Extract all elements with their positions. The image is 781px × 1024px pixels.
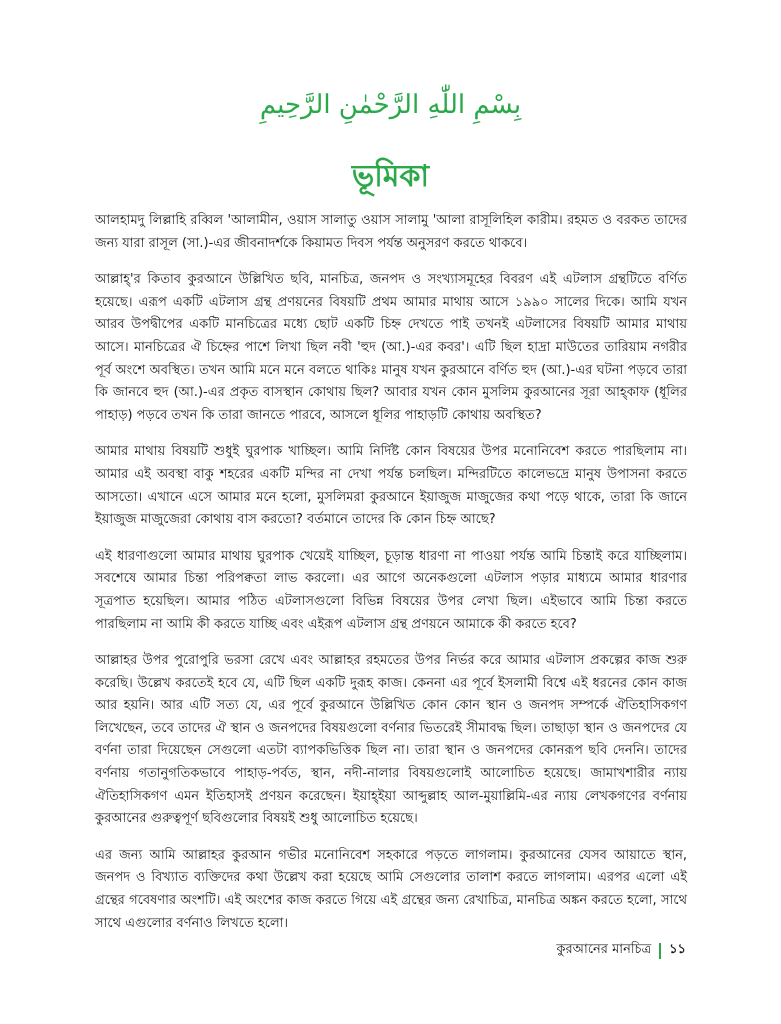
paragraph-3: আমার মাথায় বিষয়টি শুধুই ঘুরপাক খাচ্ছিল। আমি নির্দিষ্ট কোন বিষয়ের উপর মনোনিবেশ করতে পারছিলাম না। আমার এই অবস্থা বাকু শহরের একটি মন্দির না দেখা পর্যন্ত চলছিল। মন্দিরটিতে কালেভদ্রে মানুষ উপাসনা করতে আসতো। এখানে এসে আমার মনে হলো, মুসলিমরা কুরআনে ইয়াজুজ মাজুজের কথা পড়ে থাকে, তারা কি জানে ইয়াজুজ মাজুজেরা কোথায় বাস করতো? বর্তমানে তাদের কি কোন চিহ্ন আছে? — [95, 444, 687, 528]
page-number: ১১ — [669, 942, 686, 957]
page-title: ভূমিকা — [351, 159, 430, 194]
paragraph-2: আল্লাহ্‌'র কিতাব কুরআনে উল্লিখিত ছবি, মানচিত্র, জনপদ ও সংখ্যাসমূহের বিবরণ এই এটলাস গ্রন্থটিতে বর্ণিত হয়েছে। এরূপ একটি এটলাস গ্রন্থ প্রণয়নের বিষয়টি প্রথম আমার মাথায় আসে ১৯৯০ সালের দিকে। আমি যখন আরব উপদ্বীপের একটি মানচিত্রের মধ্যে ছোট একটি চিহ্ন দেখতে পাই তখনই এটলাসের বিষয়টি আমার মাথায় আসে। মানচিত্রের ঐ চিহ্নের পাশে লিখা ছিল নবী 'হুদ (আ.)-এর কবর'। এটি ছিল হাদ্রা মাউতের তারিয়াম নগরীর পূর্ব অংশে অবস্থিত। তখন আমি মনে মনে বলতে থাকিঃ মানুষ যখন কুরআনে বর্ণিত হুদ (আ.)-এর ঘটনা পড়বে তারা কি জানবে হুদ (আ.)-এর প্রকৃত বাসস্থান কোথায় ছিল? আবার যখন কোন মুসলিম কুরআনের সূরা আহ্‌কাফ (ধূলির পাহাড়) পড়বে তখন কি তারা জানতে পারবে, আসলে ধূলির পাহাড়টি কোথায় অবস্থিত? — [95, 272, 687, 423]
footer-book-title: কুরআনের মানচিত্র — [556, 942, 652, 957]
paragraph-4: এই ধারণাগুলো আমার মাথায় ঘুরপাক খেয়েই যাচ্ছিল, চূড়ান্ত ধারণা না পাওয়া পর্যন্ত আমি চিন্তাই করে যাচ্ছিলাম। সবশেষে আমার চিন্তা পরিপক্বতা লাভ করলো। এর আগে অনেকগুলো এটলাস পড়ার মাধ্যমে আমার ধারণার সূত্রপাত হয়েছিল। আমার পঠিত এটলাসগুলো বিভিন্ন বিষয়ের উপর লেখা ছিল। এইভাবে আমি চিন্তা করতে পারছিলাম না আমি কী করতে যাচ্ছি এবং এইরূপ এটলাস গ্রন্থ প্রণয়নে আমাকে কী করতে হবে? — [95, 548, 687, 632]
paragraph-1: আলহামদু লিল্লাহি রব্বিল 'আলামীন, ওয়াস সালাতু ওয়াস সালামু 'আলা রাসূলিহিল কারীম। রহমত ও বরকত তাদের জন্য যারা রাসূল (সা.)-এর জীবনাদর্শকে কিয়ামত দিবস পর্যন্ত অনুসরণ করতে থাকবে। — [95, 213, 687, 251]
bismillah-heading: بِسْمِ اللّٰهِ الرَّحْمٰنِ الرَّحِيمِ — [259, 90, 522, 120]
body-text — [95, 210, 687, 949]
page-footer — [556, 940, 686, 961]
paragraph-6: এর জন্য আমি আল্লাহর কুরআন গভীর মনোনিবেশ সহকারে পড়তে লাগলাম। কুরআনের যেসব আয়াতে স্থান, জনপদ ও বিখ্যাত ব্যক্তিদের কথা উল্লেখ করা হয়েছে আমি সেগুলোর তালাশ করতে লাগলাম। এরপর এলো এই গ্রন্থের গবেষণার অংশটি। এই অংশের কাজ করতে গিয়ে এই গ্রন্থের জন্য রেখাচিত্র, মানচিত্র অঙ্কন করতে হলো, সাথে সাথে এগুলোর বর্ণনাও লিখতে হলো। — [95, 847, 687, 931]
paragraph-5: আল্লাহর উপর পুরোপুরি ভরসা রেখে এবং আল্লাহর রহমতের উপর নির্ভর করে আমার এটলাস প্রকল্পের কাজ শুরু করেছি। উল্লেখ করতেই হবে যে, এটি ছিল একটি দুরূহ কাজ। কেননা এর পূর্বে ইসলামী বিশ্বে এই ধরনের কোন কাজ আর হয়নি। আর এটি সত্য যে, এর পূর্বে কুরআনে উল্লিখিত কোন কোন স্থান ও জনপদ সম্পর্কে ঐতিহাসিকগণ লিখেছেন, তবে তাদের ঐ স্থান ও জনপদের বিষয়গুলো বর্ণনার ভিতরেই সীমাবদ্ধ ছিল। তাছাড়া স্থান ও জনপদের যে বর্ণনা তারা দিয়েছেন সেগুলো এতটা ব্যাপকভিত্তিক ছিল না। তারা স্থান ও জনপদের কোনরূপ ছবি দেননি। তাদের বর্ণনায় গতানুগতিকভাবে পাহাড়-পর্বত, স্থান, নদী-নালার বিষয়গুলোই আলোচিত হয়েছে। জামাখশারীর ন্যায় ঐতিহাসিকগণ এমন ইতিহাসই প্রণয়ন করেছেন। ইয়াহ্‌ইয়া আব্দুল্লাহ আল-মুয়াল্লিমি-এর ন্যায় লেখকগণের বর্ণনায় কুরআনের গুরুত্বপূর্ণ ছবিগুলোর বিষয়ই শুধু আলোচিত হয়েছে। — [95, 653, 687, 827]
footer-separator — [659, 943, 661, 959]
